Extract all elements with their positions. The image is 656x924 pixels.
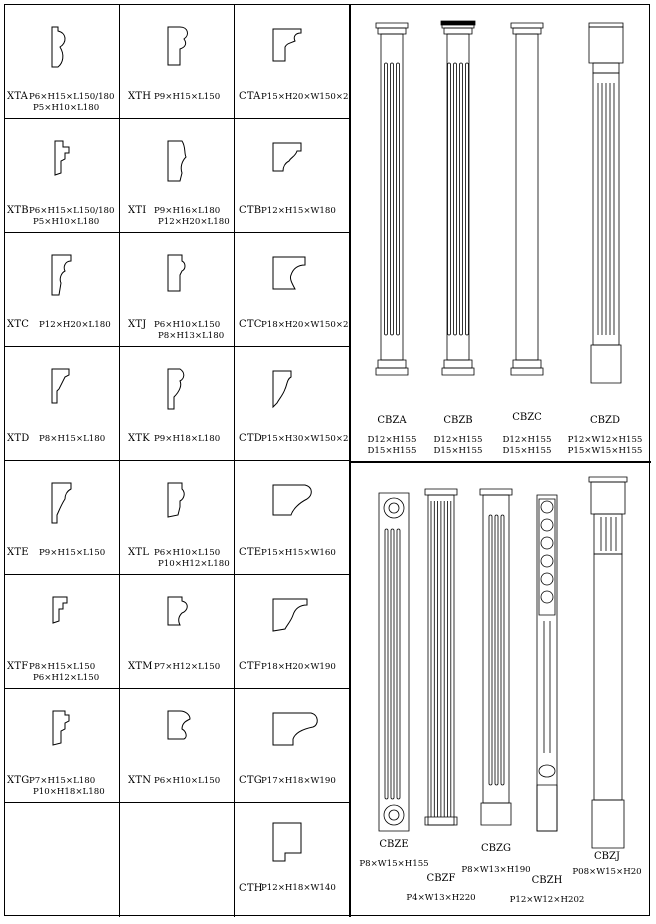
column-cbzh-ornament [541,555,553,567]
profile-section-drawing [49,139,109,195]
column-dimension: D12×H155 [433,435,483,445]
profile-cell [5,575,120,689]
column-cbzh-ornament [539,765,555,777]
profile-outline [273,29,301,61]
column-dimension: P08×W15×H20 [572,867,642,877]
profile-dimension: P10×H18×L180 [33,787,105,797]
column-cbzj-cap [589,477,627,482]
column-code: CBZD [590,415,620,426]
profile-cell [120,347,235,461]
profile-dimension: P15×H15×W160 [261,548,336,558]
profile-outline [53,597,67,623]
profile-dimension: P12×H15×W180 [261,206,336,216]
column-cbzf-base [425,817,457,825]
profile-outline [168,255,185,291]
profile-section-drawing [164,367,224,423]
column-cbzb-flute [460,63,463,335]
profile-cell [5,461,120,575]
column-cbzh-shaft [537,495,557,831]
column-cbzc-cap [513,28,541,34]
column-code: CBZG [481,843,511,854]
column-cbze-rosette [384,498,404,518]
column-cbzg-flute [489,515,492,785]
profile-code: CTC [239,319,262,330]
column-cbzc-base [513,360,541,368]
column-dimension: P8×W15×H155 [359,859,429,869]
profile-cell [120,461,235,575]
column-dimension: P4×W13×H220 [406,893,476,903]
profile-section-drawing [49,25,109,81]
profile-outline [273,713,317,745]
profile-section-drawing [271,253,331,309]
profile-section-drawing [271,25,331,81]
column-dimension: P12×W12×H202 [509,895,585,905]
profile-cell [5,119,120,233]
column-cbzc-base [511,368,543,375]
column-dimension: P12×W12×H155 [567,435,643,445]
profile-outline [52,27,65,67]
profile-dimension: P7×H12×L150 [154,662,221,672]
column-cbza-flute [391,63,394,335]
profile-dimension: P6×H15×L150/180 [29,206,115,216]
profile-cell [5,347,120,461]
profile-dimension: P10×H12×L180 [158,559,230,569]
column-code: CBZA [377,415,407,426]
column-code: CBZB [443,415,473,426]
profile-section-drawing [49,595,109,651]
profile-code: CTE [239,547,262,558]
column-dimension: D15×H155 [367,446,417,456]
profile-cell [235,803,349,917]
profile-cell [5,5,120,119]
profile-outline [273,485,311,515]
profile-code: XTK [128,433,150,444]
profile-dimension: P9×H15×L150 [39,548,106,558]
profile-code: CTD [239,433,262,444]
profile-code: XTN [128,775,152,786]
profile-dimension: P5×H10×L180 [33,217,100,227]
profile-cell [120,803,235,917]
column-cbze-rosette [389,503,399,513]
profile-dimension: P18×H20×W190 [261,662,336,672]
column-cbzh-ornament [541,591,553,603]
column-cbzh-ornament [541,519,553,531]
profile-code: XTE [7,547,29,558]
column-cbzg-base [481,803,511,825]
profile-dimension: P12×H18×W140 [261,883,336,893]
profile-section-drawing [49,367,109,423]
profile-outline [168,483,184,517]
profile-cell [120,575,235,689]
profile-code: XTM [128,661,153,672]
profile-outline [273,257,305,289]
column-cbzb-cap [441,21,475,25]
profile-section-drawing [49,709,109,765]
profile-cell [235,461,349,575]
column-code: CBZF [426,873,456,884]
profile-section-drawing [49,253,109,309]
column-cbzg-flute [501,515,504,785]
column-cbze-flute [391,529,394,799]
column-cbze-rosette [384,805,404,825]
profile-outline [53,711,69,745]
profile-section-drawing [164,253,224,309]
profile-cell [235,5,349,119]
profile-outline [273,823,301,861]
column-cbzg-cap [480,489,512,495]
profile-code: XTJ [128,319,147,330]
profile-code: XTD [7,433,30,444]
profile-dimension: P15×H30×W150×2 [261,434,349,444]
column-cbzb-flute [466,63,469,335]
profile-dimension: P9×H16×L180 [154,206,221,216]
profile-outline [55,141,69,175]
profile-cell [235,119,349,233]
column-cbza-cap [376,23,408,28]
profile-cell [5,803,120,917]
profile-cell [120,119,235,233]
column-cbza-base [376,368,408,375]
profile-dimension: P6×H10×L150 [154,548,221,558]
column-cbza-base [378,360,406,368]
profile-outline [168,141,186,181]
profile-section-drawing [271,819,331,875]
column-cbzj-collar [594,514,622,554]
profile-outline [52,483,71,523]
column-cbzh-ornament [541,537,553,549]
profile-section-drawing [164,139,224,195]
profile-outline [52,369,69,403]
column-code: CBZH [531,875,563,886]
column-code: CBZC [512,412,542,423]
profile-outline [273,143,301,171]
profile-dimension: P6×H10×L150 [154,320,221,330]
column-cbzd-collar [593,63,619,73]
column-cbzb-cap [444,28,472,34]
profile-outline [273,371,291,407]
profile-code: XTB [7,205,29,216]
column-cbzj-plinth [592,800,624,848]
profile-dimension: P15×H20×W150×2 [261,92,349,102]
profile-dimension: P12×H20×L180 [158,217,230,227]
column-dimension: D12×H155 [367,435,417,445]
profile-dimension: P6×H10×L150 [154,776,221,786]
catalog-sheet [4,4,650,916]
column-cbzc-cap [511,23,543,28]
column-cbzd-cap [589,27,623,63]
profile-outline [52,255,71,295]
profile-dimension: P6×H12×L150 [33,673,100,683]
profile-section-drawing [164,709,224,765]
column-cbze-flute [397,529,400,799]
column-cbzb-base [442,368,474,375]
column-dimension: D12×H155 [502,435,552,445]
profile-dimension: P8×H15×L150 [29,662,96,672]
profile-cell [235,689,349,803]
profile-dimension: P9×H18×L180 [154,434,221,444]
column-cbza-cap [378,28,406,34]
profile-grid [5,5,349,917]
profile-section-drawing [271,481,331,537]
profile-section-drawing [164,595,224,651]
column-cbza-flute [385,63,388,335]
profile-code: XTI [128,205,147,216]
profile-dimension: P6×H15×L150/180 [29,92,115,102]
profile-code: XTG [7,775,30,786]
profile-dimension: P7×H15×L180 [29,776,96,786]
profile-dimension: P18×H20×W150×2 [261,320,349,330]
column-cbzh-base [537,785,557,831]
profile-section-drawing [271,709,331,765]
profile-code: XTL [128,547,150,558]
column-cbzd-cap [589,23,623,27]
column-dimension: P8×W13×H190 [461,865,531,875]
profile-cell [235,575,349,689]
profile-code: CTB [239,205,262,216]
profile-code: CTG [239,775,262,786]
profile-code: XTA [7,91,29,102]
column-cbzb-flute [448,63,451,335]
profile-section-drawing [271,595,331,651]
column-cbzg-flute [495,515,498,785]
profile-code: CTF [239,661,261,672]
column-cbzh-ornament [541,501,553,513]
column-cbzc-shaft [516,34,538,360]
profile-code: XTF [7,661,29,672]
column-dimension: D15×H155 [502,446,552,456]
column-code: CBZJ [594,851,620,862]
profile-cell [120,689,235,803]
column-cbzg-shaft [483,495,509,803]
profile-section-drawing [49,481,109,537]
column-cbzf-cap [425,489,457,495]
profile-dimension: P9×H15×L150 [154,92,221,102]
column-cbzj-cap [591,482,625,514]
column-dimension: P15×W15×H155 [567,446,643,456]
column-dimension: D15×H155 [433,446,483,456]
profile-section-drawing [271,367,331,423]
profile-cell [120,5,235,119]
profile-code: XTC [7,319,30,330]
profile-dimension: P17×H18×W190 [261,776,336,786]
column-cbzh-ornament [541,573,553,585]
column-cbze-rosette [389,810,399,820]
column-cbzb-flute [454,63,457,335]
profile-dimension: P8×H15×L180 [39,434,106,444]
column-panel [349,5,651,917]
profile-cell [5,233,120,347]
profile-outline [168,711,190,739]
profile-dimension: P5×H10×L180 [33,103,100,113]
profile-section-drawing [164,25,224,81]
profile-cell [5,689,120,803]
profile-section-drawing [271,139,331,195]
column-cbza-flute [397,63,400,335]
column-drawings [351,5,651,917]
profile-code: CTA [239,91,261,102]
profile-dimension: P8×H13×L180 [158,331,225,341]
column-cbze-flute [385,529,388,799]
profile-dimension: P12×H20×L180 [39,320,111,330]
column-cbzb-base [444,360,472,368]
profile-code: CTH [239,883,263,894]
column-code: CBZE [379,839,409,850]
column-cbzd-plinth [591,345,621,383]
column-cbzj-shaft [594,554,622,800]
profile-outline [168,597,187,625]
profile-outline [273,599,307,631]
profile-outline [168,27,187,65]
profile-cell [235,233,349,347]
profile-cell [120,233,235,347]
profile-section-drawing [164,481,224,537]
profile-outline [168,369,184,409]
profile-code: XTH [128,91,152,102]
